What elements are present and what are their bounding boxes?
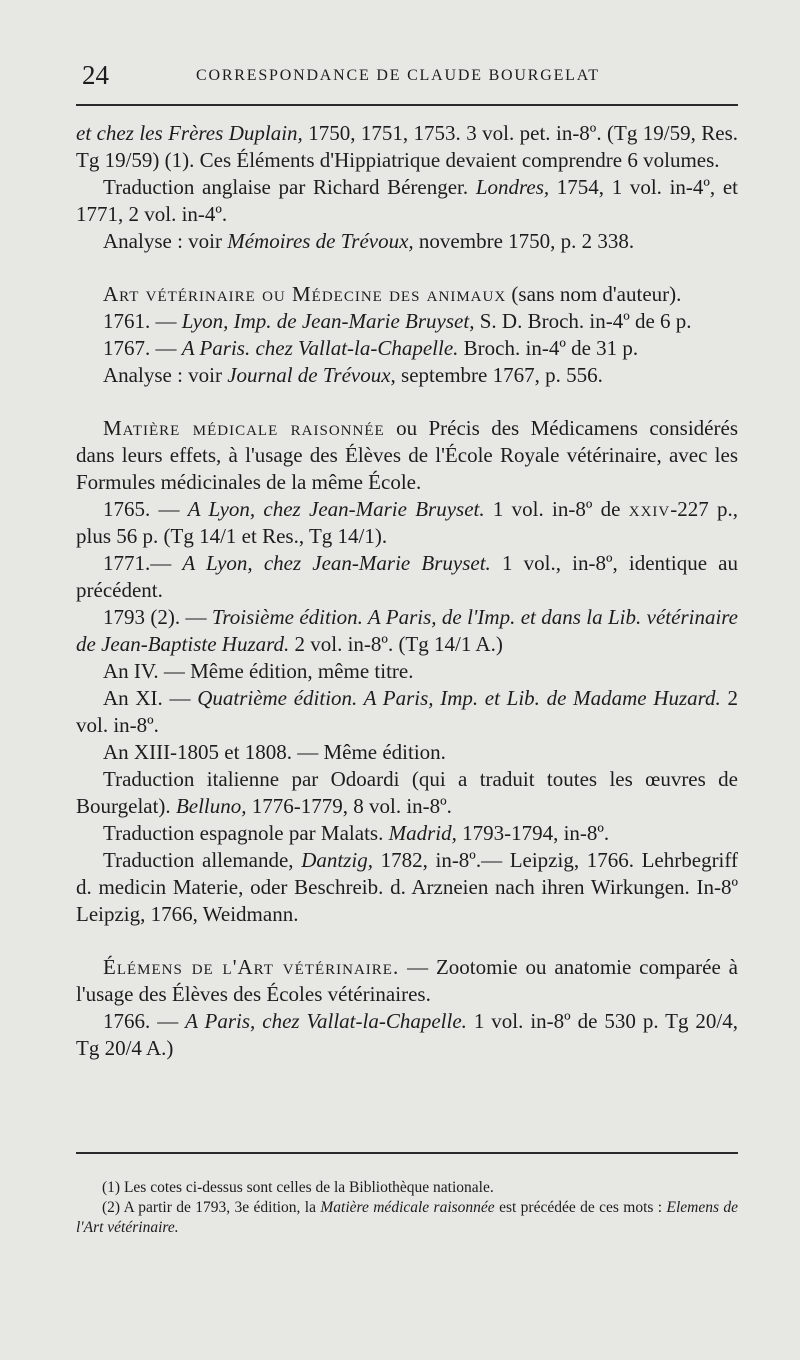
footnote: (1) Les cotes ci-dessus sont celles de la Bibliothèque nationale. (102, 1179, 494, 1196)
paragraph: 1765. — A Lyon, chez Jean-Marie Bruyset. 1 vol. in-8º de xxiv-227 p., plus 56 p. (Tg 14/1 et Res., Tg 14/1). (76, 497, 738, 548)
main-text (76, 120, 738, 1062)
header-rule (76, 104, 738, 106)
paragraph: 1761. — Lyon, Imp. de Jean-Marie Bruyset, S. D. Broch. in-4º de 6 p. (103, 309, 692, 333)
paragraph: An XI. — Quatrième édition. A Paris, Imp. et Lib. de Madame Huzard. 2 vol. in-8º. (76, 686, 739, 737)
footnote-rule (76, 1152, 738, 1154)
paragraph: 1793 (2). — Troisième édition. A Paris, de l'Imp. et dans la Lib. vétérinaire de Jean-Baptiste Huzard. 2 vol. in-8º. (Tg 14/1 A.) (76, 605, 738, 656)
paragraph: Traduction espagnole par Malats. Madrid, 1793-1794, in-8º. (103, 821, 610, 845)
paragraph: Traduction allemande, Dantzig, 1782, in-8º.— Leipzig, 1766. Lehrbegriff d. medicin Materie, oder Beschreib. d. Arzneien nach ihren Wirkungen. In-8º Leipzig, 1766, Weidmann. (76, 848, 739, 926)
paragraph: Analyse : voir Journal de Trévoux, septembre 1767, p. 556. (103, 363, 603, 387)
paragraph: An IV. — Même édition, même titre. (103, 659, 414, 683)
footnotes (76, 1178, 738, 1238)
paragraph: 1767. — A Paris. chez Vallat-la-Chapelle. Broch. in-4º de 31 p. (103, 336, 639, 360)
paragraph: An XIII-1805 et 1808. — Même édition. (103, 740, 446, 764)
running-title: CORRESPONDANCE DE CLAUDE BOURGELAT (196, 67, 600, 84)
entry-heading: Matière médicale raisonnée ou Précis des Médicamens considérés dans leurs effets, à l'usage des Élèves de l'École Royale vétérinaire, avec les Formules médicinales de la même École. (76, 416, 738, 494)
paragraph: 1766. — A Paris, chez Vallat-la-Chapelle. 1 vol. in-8º de 530 p. Tg 20/4, Tg 20/4 A.) (76, 1009, 739, 1060)
paragraph: 1771.— A Lyon, chez Jean-Marie Bruyset. 1 vol., in-8º, identique au précédent. (76, 551, 739, 602)
paragraph: Analyse : voir Mémoires de Trévoux, novembre 1750, p. 2 338. (103, 229, 635, 253)
paragraph: et chez les Frères Duplain, 1750, 1751, 1753. 3 vol. pet. in-8º. (Tg 19/59, Res. Tg 19/59) (1). Ces Éléments d'Hippiatrique devaient comprendre 6 volumes. (76, 121, 738, 172)
page-number: 24 (82, 60, 109, 90)
paragraph: Traduction italienne par Odoardi (qui a traduit toutes les œuvres de Bourgelat). Belluno, 1776-1779, 8 vol. in-8º. (76, 767, 738, 818)
footnote: (2) A partir de 1793, 3e édition, la Matière médicale raisonnée est précédée de ces mots : Elemens de l'Art vétérinaire. (76, 1199, 738, 1236)
entry-heading: Art vétérinaire ou Médecine des animaux (sans nom d'auteur). (103, 282, 682, 306)
paragraph: Traduction anglaise par Richard Bérenger. Londres, 1754, 1 vol. in-4º, et 1771, 2 vol. in-4º. (76, 175, 738, 226)
page-header (76, 60, 738, 96)
entry-heading: Élémens de l'Art vétérinaire. — Zootomie ou anatomie comparée à l'usage des Élèves des Écoles vétérinaires. (76, 955, 738, 1006)
